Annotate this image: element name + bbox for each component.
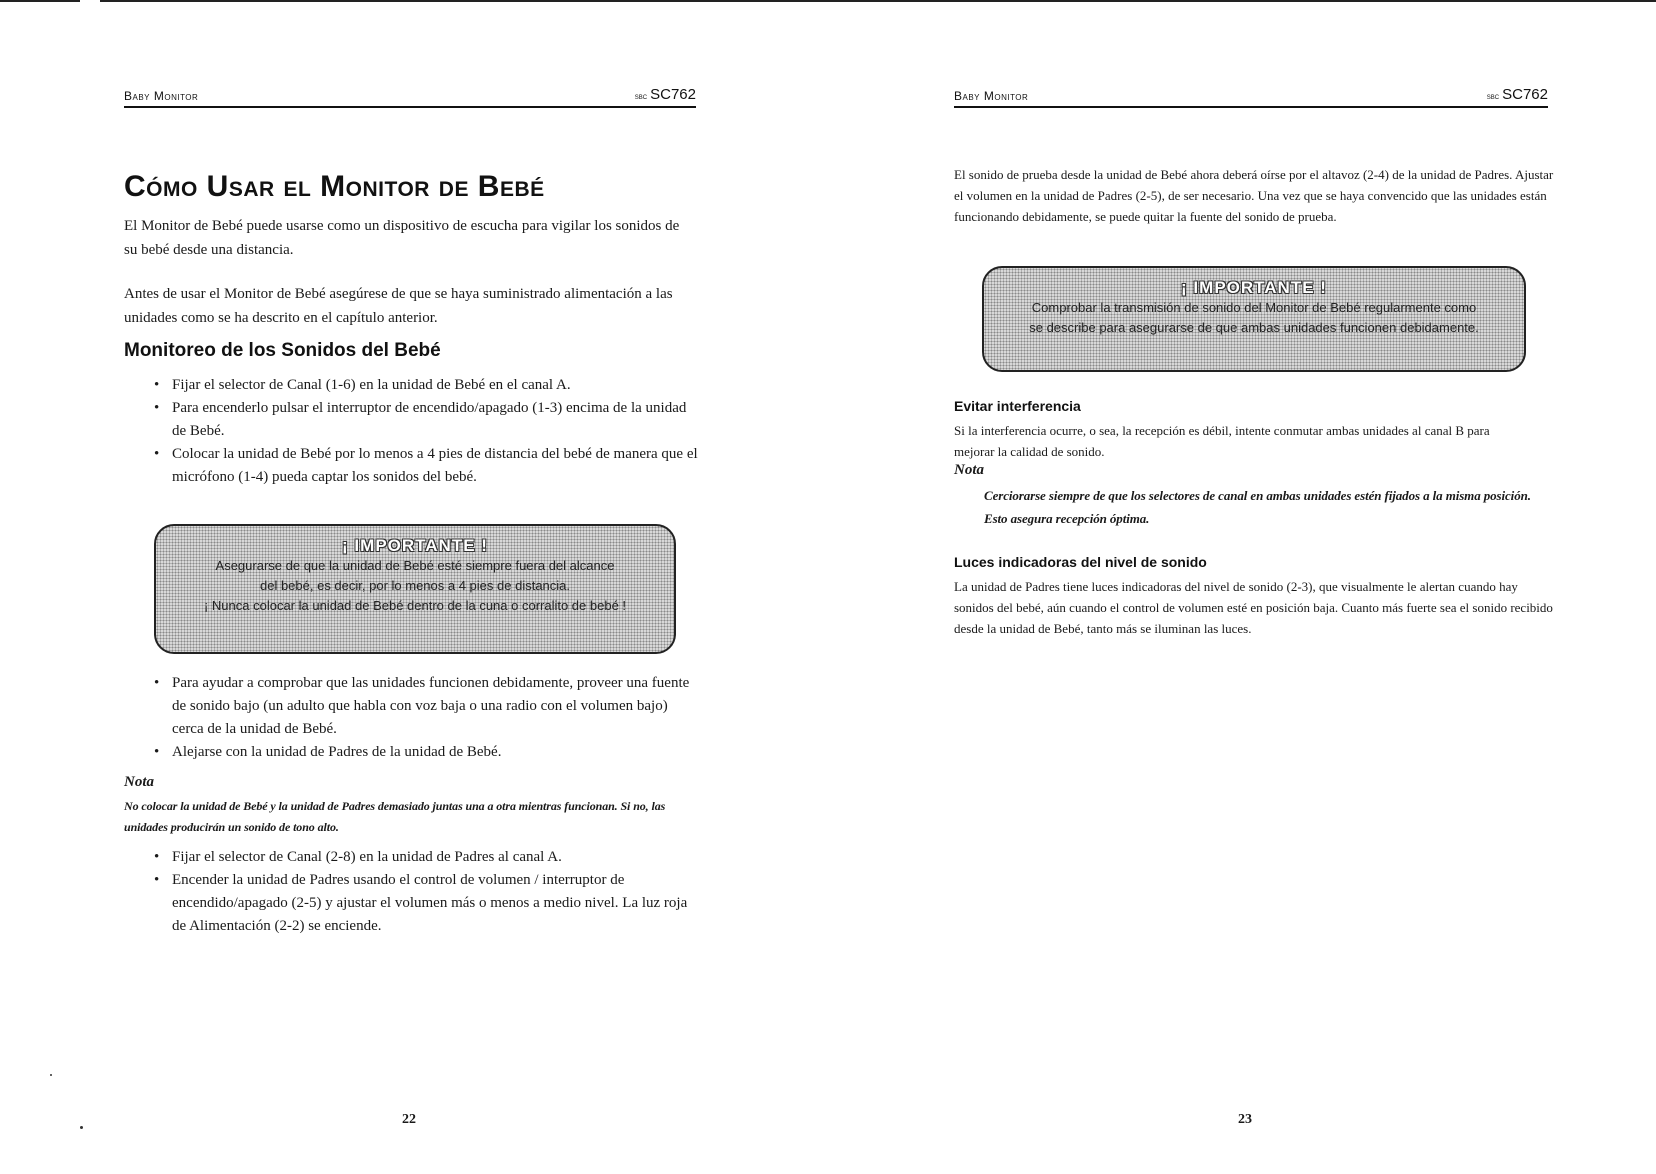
important-line: ¡ Nunca colocar la unidad de Bebé dentro de la cuna o corralito de bebé ! [203,598,627,613]
list-item: • Encender la unidad de Padres usando el control de volumen / interruptor de encendido/apagado (2-5) y ajustar el volumen más o menos a medio nivel. La luz roja de Alimentación (2-2) se enciende. [152,869,698,938]
page-23 [828,0,1656,1174]
list-item: • Para encenderlo pulsar el interruptor de encendido/apagado (1-3) encima de la unidad de Bebé. [152,397,698,443]
header-model-number: SC762 [1502,86,1548,103]
important-line: se describe para asegurarse de que ambas unidades funcionen debidamente. [1029,320,1479,335]
important-title: ¡ IMPORTANTE ! [1181,278,1327,297]
scan-speck [50,1074,52,1076]
header-brand: Baby Monitor [954,89,1029,103]
list-item: • Para ayudar a comprobar que las unidades funcionen debidamente, proveer una fuente de sonido bajo (un adulto que habla con voz baja o una radio con el volumen bajo) cerca de la unidad de Bebé. [152,672,698,741]
header-model-number: SC762 [650,86,696,103]
note-text: Cerciorarse siempre de que los selectores de canal en ambas unidades estén fijados a la misma posición. Esto asegura recepción óptima. [984,488,1531,526]
page-number: 22 [402,1112,416,1127]
section-heading: Monitoreo de los Sonidos del Bebé [124,340,441,361]
important-title: ¡ IMPORTANTE ! [342,536,488,555]
heading-sound-level-lights: Luces indicadoras del nivel de sonido [954,554,1207,570]
important-notice-box [982,266,1526,372]
page-header [954,86,1548,108]
important-line: Asegurarse de que la unidad de Bebé esté siempre fuera del alcance [215,558,615,573]
page-number: 23 [1238,1112,1252,1127]
intro-paragraph: El sonido de prueba desde la unidad de Bebé ahora deberá oírse por el altavoz (2-4) de la unidad de Padres. Ajustar el volumen en la unidad de Padres (2-5), de ser necesario. Una vez que se haya convencido que las unidades están funcionando debidamente, se puede quitar la fuente del sonido de prueba. [954,167,1554,224]
note-label: Nota [954,462,984,478]
list-item: • Alejarse con la unidad de Padres de la unidad de Bebé. [152,741,698,764]
header-model [635,86,696,103]
header-model-prefix: sbc [634,91,648,101]
list-item: • Fijar el selector de Canal (2-8) en la unidad de Padres al canal A. [152,846,698,869]
bullet-list-3 [152,846,698,938]
header-model-prefix: sbc [1486,91,1500,101]
sound-level-paragraph: La unidad de Padres tiene luces indicadoras del nivel de sonido (2-3), que visualmente le alertan cuando hay sonidos del bebé, aún cuando el control de volumen esté en posición baja. Cuanto más fuerte sea el sonido recibido desde la unidad de Bebé, tanto más se iluminan las luces. [954,579,1553,636]
heading-avoid-interference: Evitar interferencia [954,398,1081,414]
important-line: Comprobar la transmisión de sonido del Monitor de Bebé regularmente como [1031,300,1477,315]
list-item: • Fijar el selector de Canal (1-6) en la unidad de Bebé en el canal A. [152,374,698,397]
important-notice-box [154,524,676,654]
important-line: del bebé, es decir, por lo menos a 4 pies de distancia. [259,578,571,593]
page-title: Cómo Usar el Monitor de Bebé [124,170,545,203]
intro-paragraph-2: Antes de usar el Monitor de Bebé asegúrese de que se haya suministrado alimentación a las unidades como se ha descrito en el capítulo anterior. [124,286,673,326]
intro-paragraph-1: El Monitor de Bebé puede usarse como un dispositivo de escucha para vigilar los sonidos de su bebé desde una distancia. [124,218,680,258]
bullet-list-1 [152,374,698,489]
note-text: No colocar la unidad de Bebé y la unidad de Padres demasiado juntas una a otra mientras funcionan. Si no, las unidades producirán un sonido de tono alto. [124,799,666,834]
header-brand: Baby Monitor [124,89,199,103]
bullet-list-2 [152,672,698,764]
page-header [124,86,696,108]
header-model [1487,86,1548,103]
note-label: Nota [124,774,154,790]
scan-speck [80,1126,83,1129]
interference-paragraph: Si la interferencia ocurre, o sea, la recepción es débil, intente conmutar ambas unidades al canal B para mejorar la calidad de sonido. [954,423,1490,459]
list-item: • Colocar la unidad de Bebé por lo menos a 4 pies de distancia del bebé de manera que el micrófono (1-4) pueda captar los sonidos del bebé. [152,443,698,489]
